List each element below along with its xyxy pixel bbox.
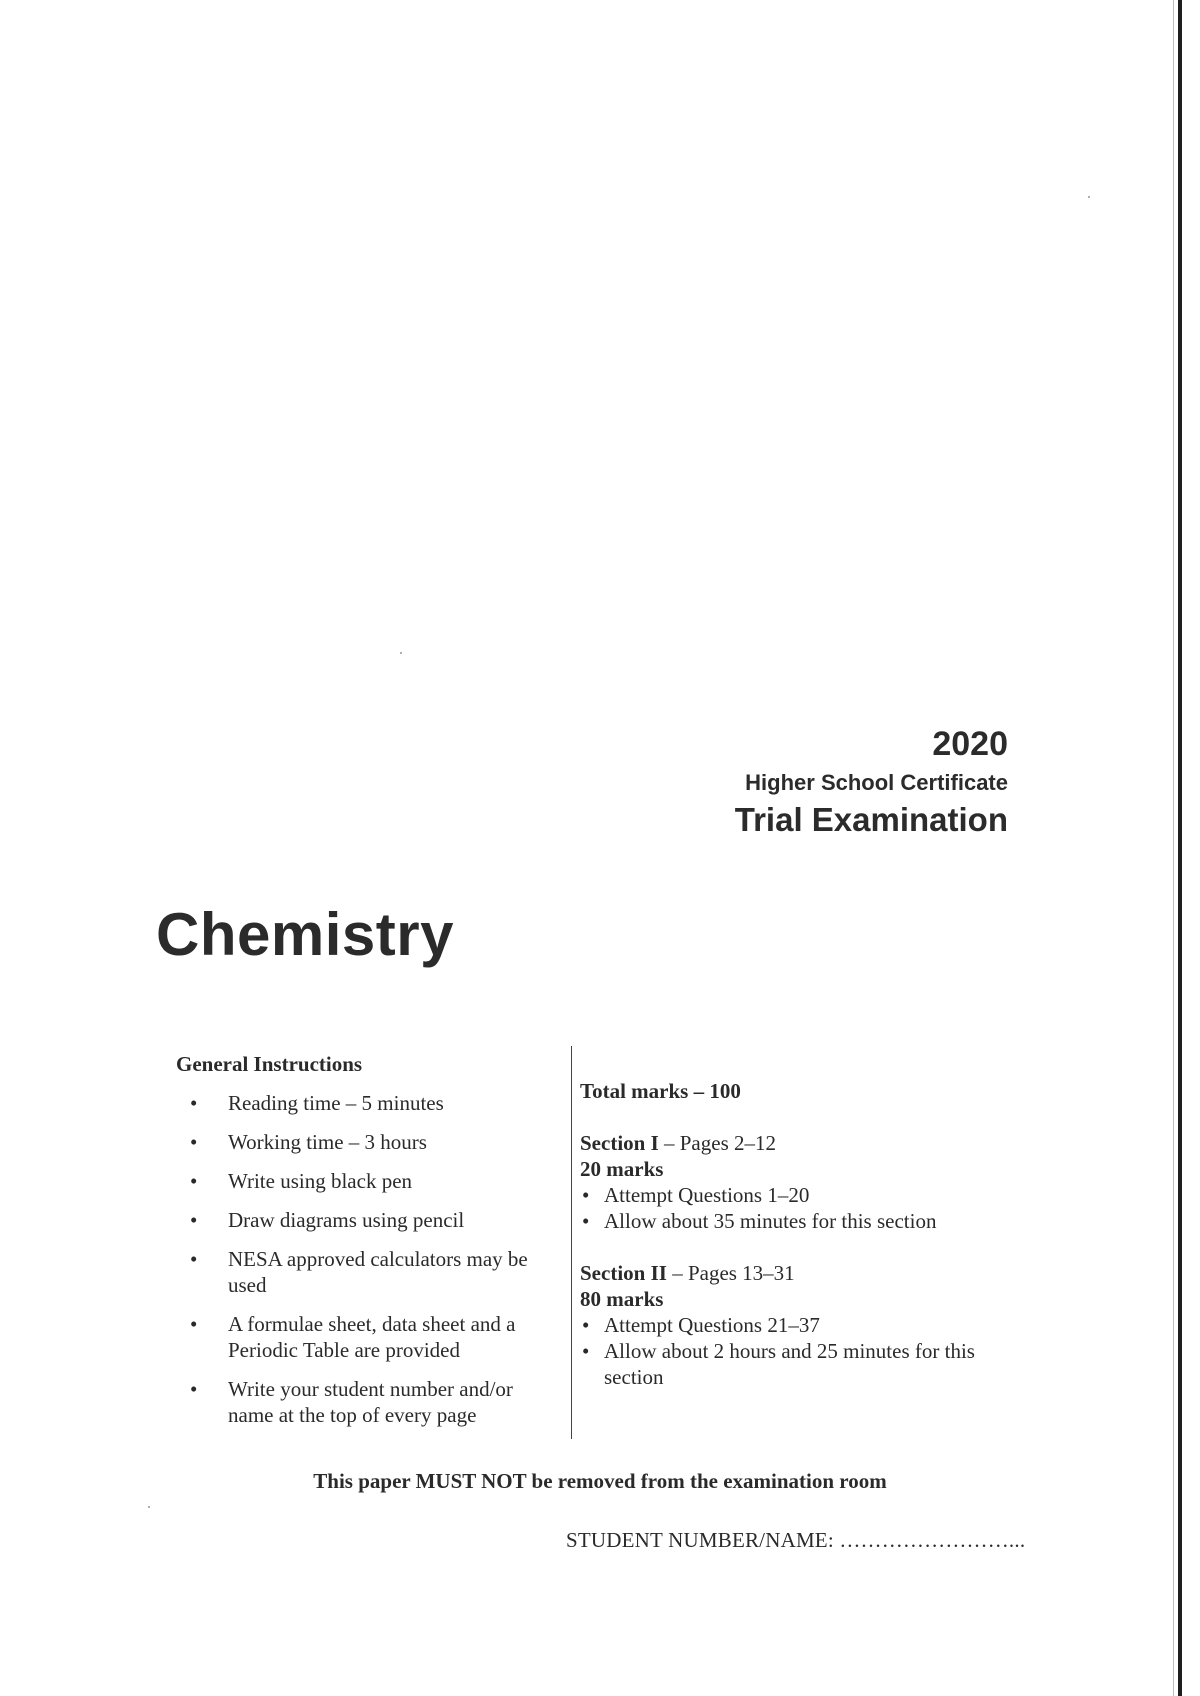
instruction-item: • NESA approved calculators may be used — [190, 1246, 560, 1298]
scan-speck — [400, 652, 402, 654]
column-divider — [571, 1046, 572, 1439]
section-1-list — [580, 1182, 1030, 1234]
student-number-field[interactable]: STUDENT NUMBER/NAME: ……………………... — [566, 1528, 1026, 1552]
general-instructions-title: General Instructions — [176, 1052, 363, 1076]
section-1-pages: – Pages 2–12 — [658, 1131, 776, 1155]
section-2-marks: 80 marks — [580, 1287, 664, 1311]
instruction-item: • Working time – 3 hours — [190, 1129, 560, 1155]
instruction-item: • Write using black pen — [190, 1168, 560, 1194]
instruction-item: • Draw diagrams using pencil — [190, 1207, 560, 1233]
scan-speck — [148, 1506, 150, 1508]
exam-heading — [735, 724, 1008, 840]
instruction-item: • Write your student number and/or name at the top of every page — [190, 1376, 560, 1428]
section-2-item: • Attempt Questions 21–37 — [580, 1312, 1030, 1338]
page-edge-shadow — [1178, 0, 1182, 1696]
removal-warning: This paper MUST NOT be removed from the examination room — [313, 1469, 887, 1493]
exam-year: 2020 — [932, 725, 1008, 763]
section-1-marks: 20 marks — [580, 1157, 664, 1181]
scan-speck — [1088, 196, 1090, 198]
section-2-list — [580, 1312, 1030, 1390]
certificate-title: Higher School Certificate — [745, 770, 1008, 795]
section-2-name: Section II — [580, 1261, 667, 1285]
section-2-pages: – Pages 13–31 — [666, 1261, 795, 1285]
total-marks: Total marks – 100 — [580, 1079, 741, 1103]
instruction-item: • Reading time – 5 minutes — [190, 1090, 560, 1116]
section-2-heading — [580, 1260, 1030, 1286]
section-2 — [580, 1260, 1030, 1390]
section-1-heading — [580, 1130, 1030, 1156]
section-1 — [580, 1130, 1030, 1234]
section-2-item: • Allow about 2 hours and 25 minutes for this section — [580, 1338, 1030, 1390]
section-1-name: Section I — [580, 1131, 659, 1155]
section-1-item: • Allow about 35 minutes for this section — [580, 1208, 1030, 1234]
section-1-item: • Attempt Questions 1–20 — [580, 1182, 1030, 1208]
marks-summary — [580, 1078, 1030, 1416]
subject-title: Chemistry — [156, 901, 454, 968]
general-instructions-list — [190, 1090, 560, 1441]
exam-title: Trial Examination — [734, 801, 1008, 838]
page-edge-line — [1173, 0, 1174, 1696]
instruction-item: • A formulae sheet, data sheet and a Periodic Table are provided — [190, 1311, 560, 1363]
